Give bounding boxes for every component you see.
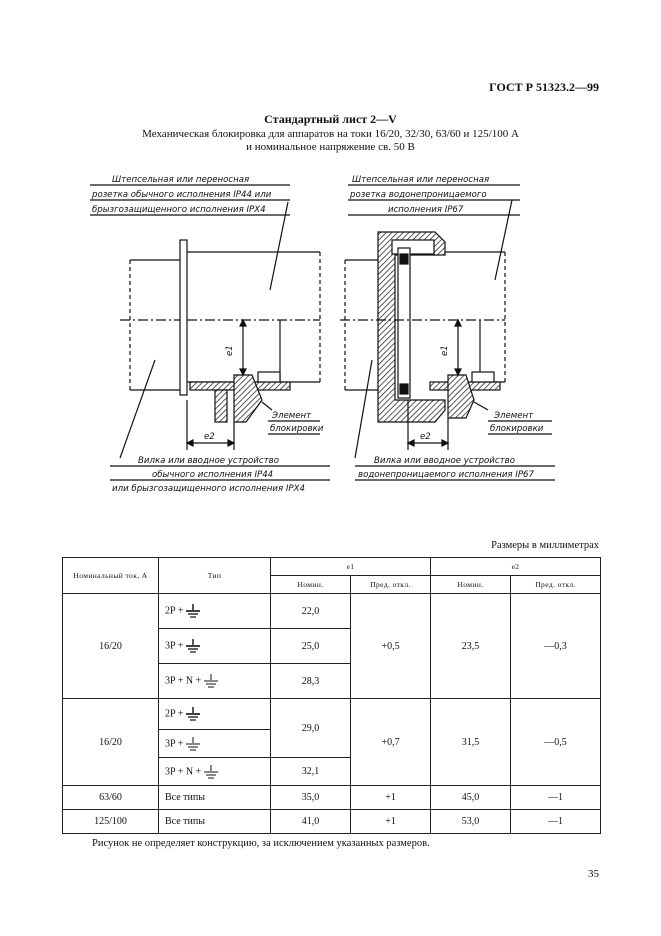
- earth-icon: [204, 674, 218, 688]
- cell-e2-tol: —0,3: [511, 594, 601, 699]
- right-plug-label-1: Вилка или вводное устройство: [374, 456, 515, 466]
- protective-earth-icon: [186, 639, 200, 653]
- table-header-row-1: [63, 558, 601, 576]
- cell-type: 3P + N +: [159, 758, 271, 786]
- left-plug-label-3: или брызгозащищенного исполнения IPX4: [112, 484, 305, 494]
- th-e1: e1: [271, 558, 431, 576]
- cell-e1-nom: 29,0: [271, 699, 351, 758]
- cell-type: 3P +: [159, 730, 271, 758]
- cell-e2-tol: —0,5: [511, 699, 601, 786]
- left-e1-label: e1: [225, 345, 235, 356]
- right-e2-label: e2: [420, 432, 431, 442]
- earth-icon: [186, 737, 200, 751]
- cell-e1-tol: +0,5: [351, 594, 431, 699]
- page-number: 35: [588, 868, 599, 880]
- cell-type: Все типы: [159, 786, 271, 810]
- cell-current: 16/20: [63, 699, 159, 786]
- cell-e2-nom: 31,5: [431, 699, 511, 786]
- right-socket-label-3: исполнения IP67: [388, 205, 464, 215]
- left-socket-label-2: розетка обычного исполнения IP44 или: [92, 190, 272, 200]
- left-lock-label-2: блокировки: [270, 424, 324, 434]
- table-row: [63, 786, 601, 810]
- table-row: [63, 594, 601, 629]
- cell-type: 3P + N +: [159, 664, 271, 699]
- th-type: Тип: [159, 558, 271, 594]
- left-socket-label-1: Штепсельная или переносная: [112, 175, 250, 185]
- right-plug-label-2: водонепроницаемого исполнения IP67: [358, 470, 534, 480]
- table-row: [63, 810, 601, 834]
- th-current: Номинальный ток, А: [63, 558, 159, 594]
- right-socket-label-1: Штепсельная или переносная: [352, 175, 490, 185]
- cell-e1-nom: 22,0: [271, 594, 351, 629]
- cell-e1-nom: 25,0: [271, 629, 351, 664]
- cell-e2-nom: 53,0: [431, 810, 511, 834]
- cell-current: 63/60: [63, 786, 159, 810]
- table-row: [63, 699, 601, 730]
- earth-icon: [204, 765, 218, 779]
- th-e2-tol: Пред. откл.: [511, 576, 601, 594]
- dimensions-note: Размеры в миллиметрах: [491, 540, 599, 551]
- figure-note: Рисунок не определяет конструкцию, за исключением указанных размеров.: [92, 838, 430, 849]
- cell-e1-tol: +0,7: [351, 699, 431, 786]
- standard-header: ГОСТ Р 51323.2—99: [489, 80, 599, 94]
- sheet-subtitle-line2: и номинальное напряжение св. 50 В: [246, 141, 415, 153]
- cell-e1-nom: 32,1: [271, 758, 351, 786]
- th-e2: e2: [431, 558, 601, 576]
- cell-current: 16/20: [63, 594, 159, 699]
- cell-e2-nom: 23,5: [431, 594, 511, 699]
- right-lock-label-2: блокировки: [490, 424, 544, 434]
- protective-earth-icon: [186, 604, 200, 618]
- cell-type: Все типы: [159, 810, 271, 834]
- cell-e2-tol: —1: [511, 810, 601, 834]
- protective-earth-icon: [186, 707, 200, 721]
- cell-e2-nom: 45,0: [431, 786, 511, 810]
- cell-e1-nom: 41,0: [271, 810, 351, 834]
- right-socket-label-2: розетка водонепроницаемого: [350, 190, 487, 200]
- left-plug-label-2: обычного исполнения IP44: [152, 470, 274, 480]
- cell-current: 125/100: [63, 810, 159, 834]
- cell-type: 2P +: [159, 594, 271, 629]
- cell-e1-tol: +1: [351, 786, 431, 810]
- th-e2-nom: Номин.: [431, 576, 511, 594]
- cell-e1-nom: 28,3: [271, 664, 351, 699]
- cell-e2-tol: —1: [511, 786, 601, 810]
- dimensions-table: [62, 557, 601, 834]
- right-lock-label-1: Элемент: [494, 411, 534, 421]
- th-e1-tol: Пред. откл.: [351, 576, 431, 594]
- sheet-title: Стандартный лист 2—V: [264, 112, 397, 126]
- right-e1-label: e1: [440, 345, 450, 356]
- left-e2-label: e2: [204, 432, 215, 442]
- right-drawing: [340, 185, 555, 480]
- th-e1-nom: Номин.: [271, 576, 351, 594]
- cell-e1-nom: 35,0: [271, 786, 351, 810]
- sheet-subtitle: [0, 128, 661, 154]
- sheet-subtitle-line1: Механическая блокировка для аппаратов на токи 16/20, 32/30, 63/60 и 125/100 А: [142, 128, 519, 140]
- interlock-figure: [0, 160, 661, 500]
- left-lock-label-1: Элемент: [272, 411, 312, 421]
- cell-type: 2P +: [159, 699, 271, 730]
- cell-e1-tol: +1: [351, 810, 431, 834]
- left-socket-label-3: брызгозащищенного исполнения IPX4: [92, 205, 266, 215]
- cell-type: 3P +: [159, 629, 271, 664]
- left-plug-label-1: Вилка или вводное устройство: [138, 456, 279, 466]
